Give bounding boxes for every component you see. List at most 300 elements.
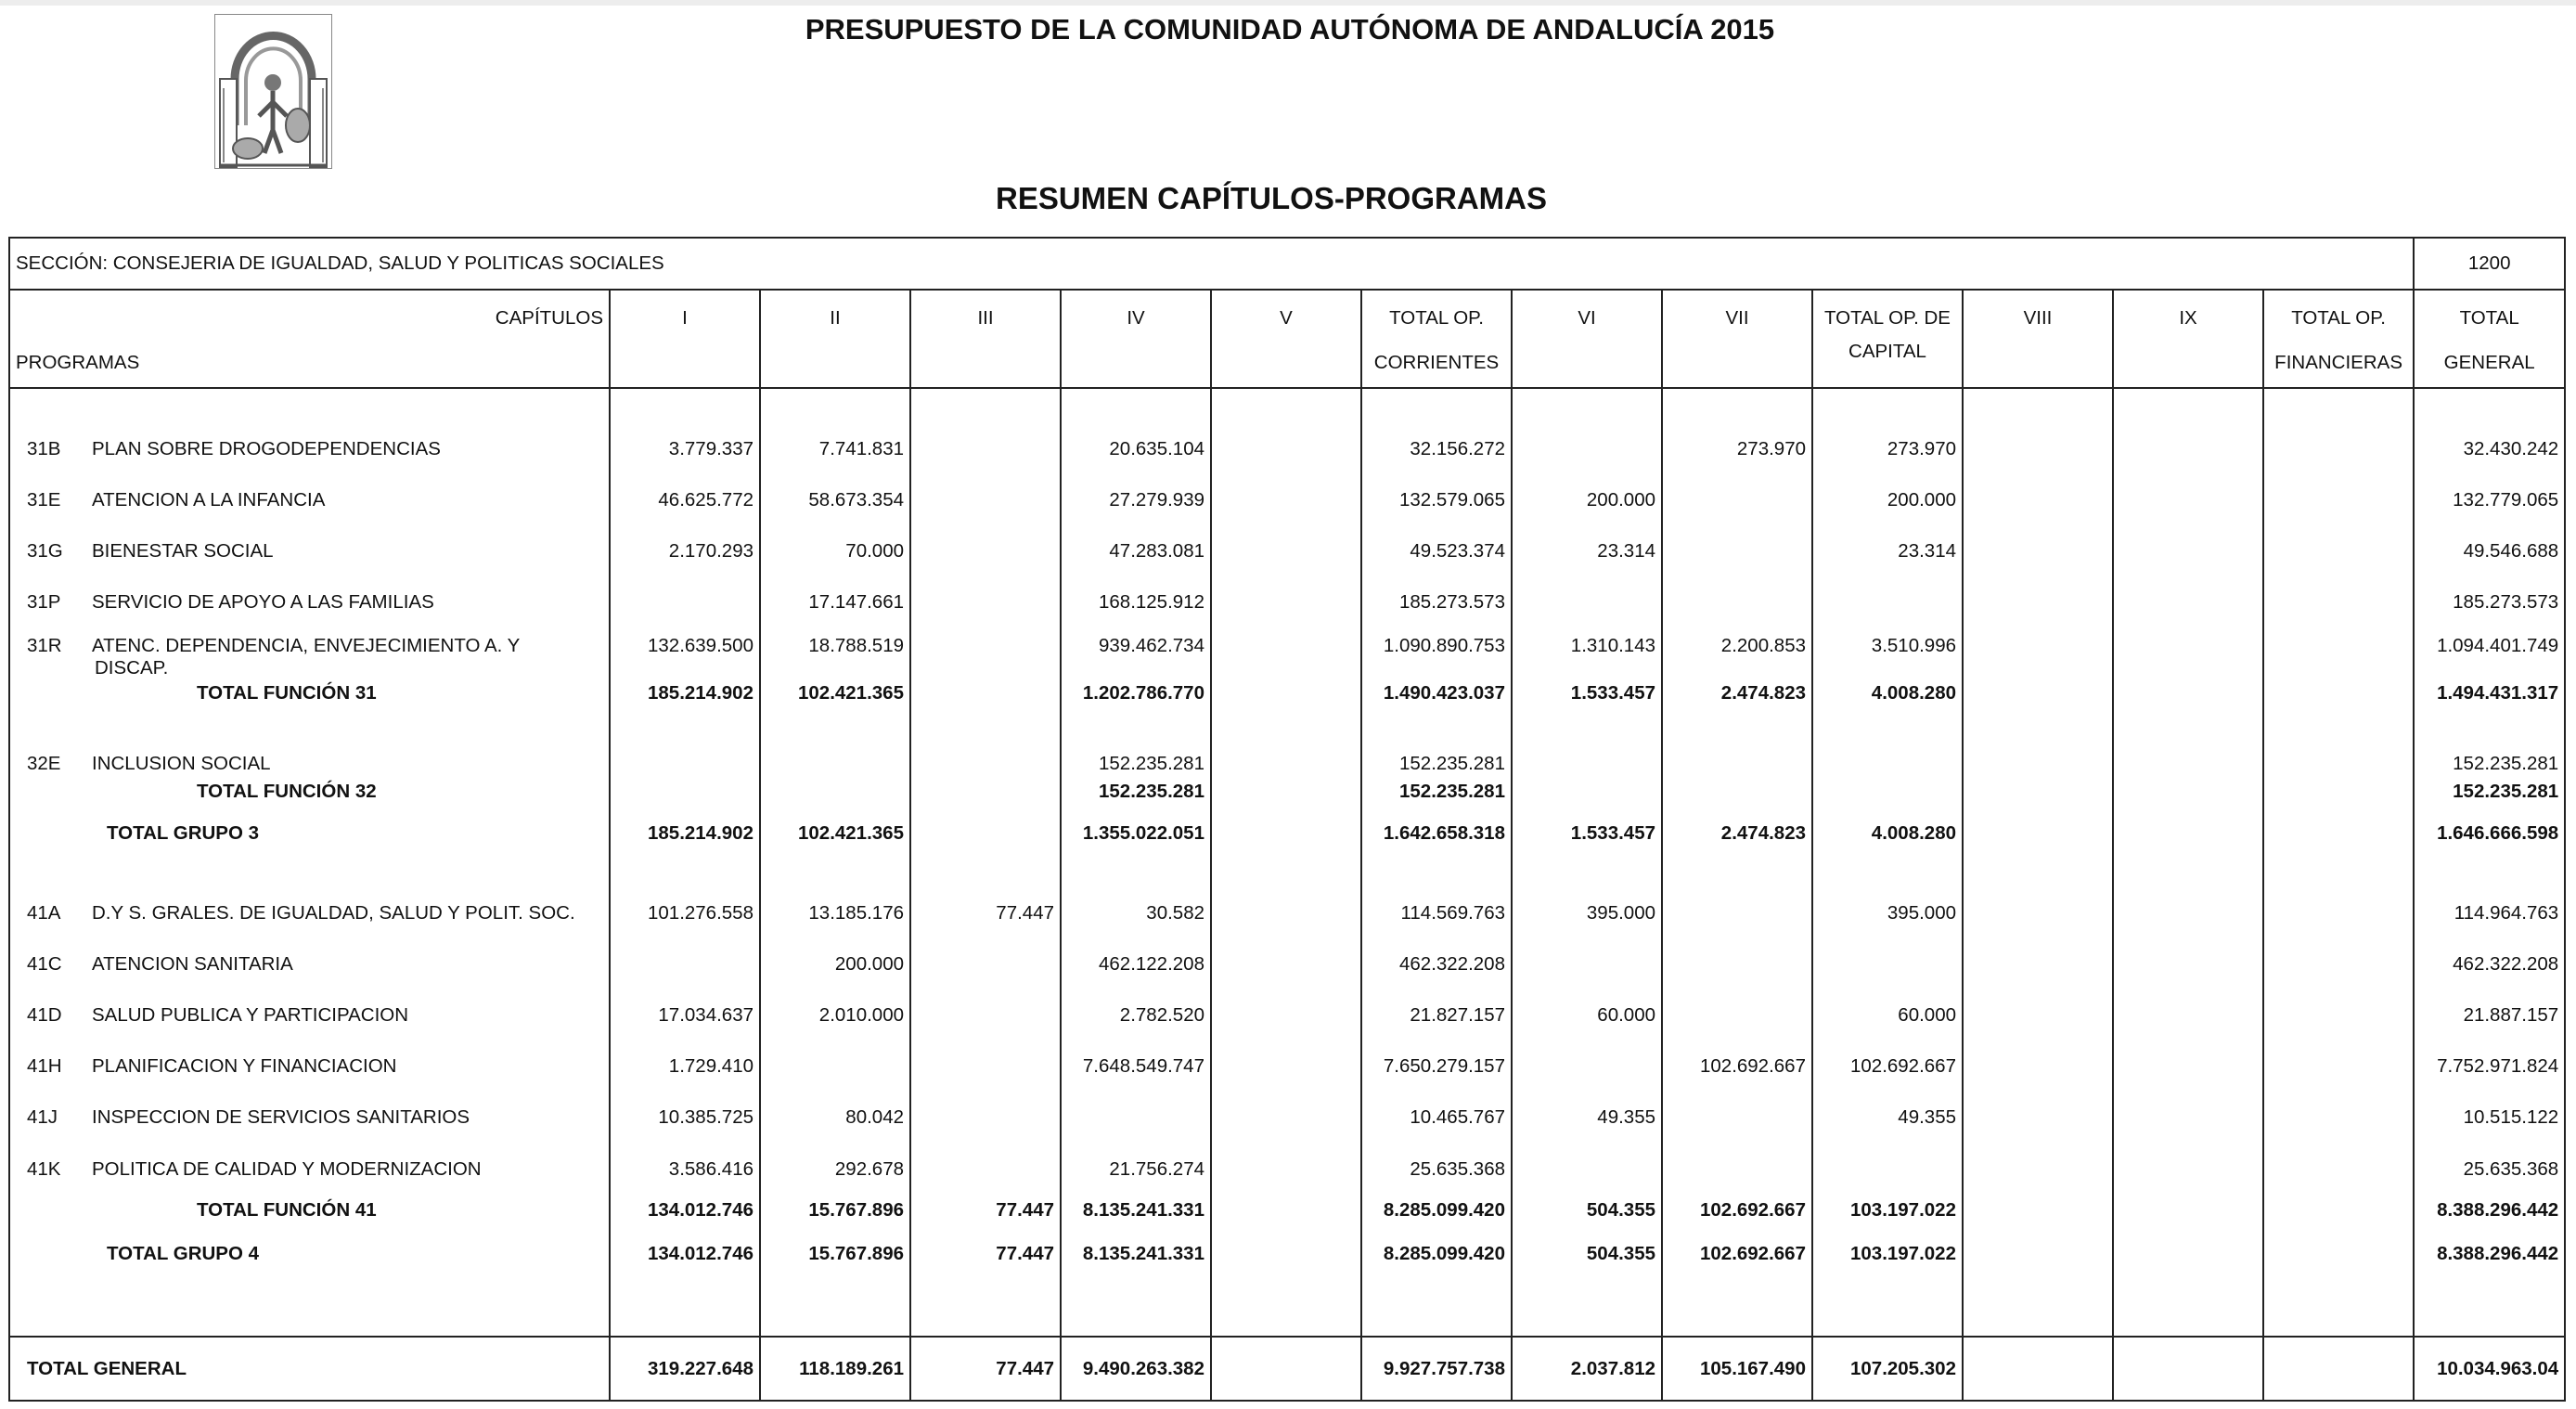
- program-description: BIENESTAR SOCIAL: [92, 539, 274, 562]
- amount-cell: [2263, 1041, 2414, 1092]
- total-grupo-row: [9, 806, 2565, 861]
- amount-cell: 200.000: [1512, 474, 1662, 525]
- amount-cell: [910, 1041, 1061, 1092]
- budget-summary-table: [8, 237, 2566, 1402]
- header-chapter-ii: II: [760, 290, 910, 388]
- amount-cell: 319.227.648: [610, 1337, 760, 1401]
- amount-cell: 49.355: [1812, 1092, 1963, 1143]
- amount-cell: [1211, 989, 1361, 1041]
- amount-cell: [1211, 1224, 1361, 1284]
- amount-cell: 9.927.757.738: [1361, 1337, 1512, 1401]
- program-label: [9, 627, 610, 679]
- section-label: SECCIÓN: CONSEJERIA DE IGUALDAD, SALUD Y POLITICAS SOCIALES: [9, 238, 2414, 290]
- document-title: PRESUPUESTO DE LA COMUNIDAD AUTÓNOMA DE ANDALUCÍA 2015: [805, 13, 1775, 45]
- amount-cell: 102.692.667: [1662, 1041, 1812, 1092]
- amount-cell: [2113, 1224, 2263, 1284]
- header-programas: PROGRAMAS: [16, 352, 140, 373]
- amount-cell: [2113, 989, 2263, 1041]
- program-label: [9, 474, 610, 525]
- amount-cell: [1211, 750, 1361, 778]
- amount-cell: [1061, 1092, 1211, 1143]
- amount-cell: [2263, 806, 2414, 861]
- amount-cell: [1963, 806, 2113, 861]
- amount-cell: 185.273.573: [1361, 576, 1512, 627]
- total-funcion-label: TOTAL FUNCIÓN 32: [9, 778, 610, 806]
- total-general-row: [9, 1337, 2565, 1401]
- program-code: 41H: [27, 1054, 62, 1077]
- amount-cell: 200.000: [1812, 474, 1963, 525]
- amount-cell: 185.214.902: [610, 679, 760, 707]
- amount-cell: 8.135.241.331: [1061, 1196, 1211, 1224]
- amount-cell: [2113, 887, 2263, 938]
- program-row: [9, 1092, 2565, 1143]
- program-description: ATENCION A LA INFANCIA: [92, 488, 326, 511]
- amount-cell: 49.546.688: [2414, 525, 2565, 576]
- amount-cell: [1812, 1143, 1963, 1196]
- total-grupo-label: TOTAL GRUPO 4: [9, 1224, 610, 1284]
- amount-cell: [910, 1092, 1061, 1143]
- program-label: [9, 576, 610, 627]
- program-code: 41A: [27, 901, 61, 924]
- total-grupo-row: [9, 1224, 2565, 1284]
- program-row: [9, 525, 2565, 576]
- amount-cell: [1963, 938, 2113, 989]
- program-description: SERVICIO DE APOYO A LAS FAMILIAS: [92, 590, 434, 613]
- program-code: 41J: [27, 1105, 58, 1128]
- program-row: [9, 750, 2565, 778]
- amount-cell: 1.646.666.598: [2414, 806, 2565, 861]
- amount-cell: 8.388.296.442: [2414, 1224, 2565, 1284]
- amount-cell: [1211, 525, 1361, 576]
- program-row: [9, 474, 2565, 525]
- amount-cell: 132.579.065: [1361, 474, 1512, 525]
- amount-cell: 32.430.242: [2414, 423, 2565, 474]
- amount-cell: [2113, 806, 2263, 861]
- amount-cell: [2263, 1143, 2414, 1196]
- amount-cell: [2113, 778, 2263, 806]
- amount-cell: [1211, 887, 1361, 938]
- amount-cell: [1963, 576, 2113, 627]
- header-chapter-ix: IX: [2113, 290, 2263, 388]
- amount-cell: 103.197.022: [1812, 1196, 1963, 1224]
- header-chapter-iii: III: [910, 290, 1061, 388]
- amount-cell: [1662, 474, 1812, 525]
- amount-cell: [1963, 423, 2113, 474]
- program-code: 32E: [27, 753, 61, 774]
- amount-cell: 4.008.280: [1812, 679, 1963, 707]
- amount-cell: 118.189.261: [760, 1337, 910, 1401]
- header-chapter-viii: VIII: [1963, 290, 2113, 388]
- amount-cell: 102.421.365: [760, 806, 910, 861]
- program-description-continued: DISCAP.: [95, 657, 169, 679]
- amount-cell: [910, 627, 1061, 679]
- amount-cell: 2.170.293: [610, 525, 760, 576]
- amount-cell: [2263, 938, 2414, 989]
- program-description: POLITICA DE CALIDAD Y MODERNIZACION: [92, 1158, 482, 1180]
- amount-cell: 185.273.573: [2414, 576, 2565, 627]
- amount-cell: [2113, 474, 2263, 525]
- amount-cell: [910, 1143, 1061, 1196]
- program-row: [9, 887, 2565, 938]
- amount-cell: 152.235.281: [1361, 750, 1512, 778]
- program-description: D.Y S. GRALES. DE IGUALDAD, SALUD Y POLIT. SOC.: [92, 901, 575, 924]
- amount-cell: 152.235.281: [1061, 778, 1211, 806]
- amount-cell: [910, 576, 1061, 627]
- amount-cell: [910, 750, 1061, 778]
- amount-cell: 77.447: [910, 1196, 1061, 1224]
- program-label: [9, 423, 610, 474]
- program-label: [9, 989, 610, 1041]
- amount-cell: 8.135.241.331: [1061, 1224, 1211, 1284]
- amount-cell: 1.533.457: [1512, 679, 1662, 707]
- amount-cell: [2263, 887, 2414, 938]
- amount-cell: 1.094.401.749: [2414, 627, 2565, 679]
- header-total-financieras: TOTAL OP. FINANCIERAS: [2263, 290, 2414, 388]
- amount-cell: [1963, 1041, 2113, 1092]
- amount-cell: 8.388.296.442: [2414, 1196, 2565, 1224]
- section-code: 1200: [2414, 238, 2565, 290]
- amount-cell: [2113, 576, 2263, 627]
- program-code: 41K: [27, 1158, 61, 1180]
- amount-cell: [1211, 1092, 1361, 1143]
- amount-cell: 17.147.661: [760, 576, 910, 627]
- program-label: [9, 1041, 610, 1092]
- amount-cell: [2113, 1337, 2263, 1401]
- header-chapter-iv: IV: [1061, 290, 1211, 388]
- amount-cell: 105.167.490: [1662, 1337, 1812, 1401]
- amount-cell: 27.279.939: [1061, 474, 1211, 525]
- amount-cell: 292.678: [760, 1143, 910, 1196]
- amount-cell: [2263, 423, 2414, 474]
- amount-cell: 200.000: [760, 938, 910, 989]
- amount-cell: 1.202.786.770: [1061, 679, 1211, 707]
- amount-cell: [1963, 750, 2113, 778]
- amount-cell: 1.494.431.317: [2414, 679, 2565, 707]
- program-code: 41D: [27, 1003, 62, 1026]
- amount-cell: [2113, 627, 2263, 679]
- amount-cell: 1.355.022.051: [1061, 806, 1211, 861]
- total-funcion-row: [9, 778, 2565, 806]
- amount-cell: 2.782.520: [1061, 989, 1211, 1041]
- amount-cell: 32.156.272: [1361, 423, 1512, 474]
- amount-cell: [1963, 1196, 2113, 1224]
- amount-cell: 25.635.368: [1361, 1143, 1512, 1196]
- program-row: [9, 576, 2565, 627]
- amount-cell: 2.474.823: [1662, 806, 1812, 861]
- amount-cell: [2263, 1337, 2414, 1401]
- amount-cell: [1812, 576, 1963, 627]
- amount-cell: 46.625.772: [610, 474, 760, 525]
- amount-cell: 13.185.176: [760, 887, 910, 938]
- amount-cell: 152.235.281: [2414, 778, 2565, 806]
- section-row: [9, 238, 2565, 290]
- amount-cell: [2263, 778, 2414, 806]
- amount-cell: 273.970: [1662, 423, 1812, 474]
- amount-cell: [1662, 989, 1812, 1041]
- program-code: 31P: [27, 590, 61, 613]
- amount-cell: [1963, 887, 2113, 938]
- amount-cell: [1512, 750, 1662, 778]
- amount-cell: [2113, 1196, 2263, 1224]
- amount-cell: 15.767.896: [760, 1224, 910, 1284]
- amount-cell: 2.037.812: [1512, 1337, 1662, 1401]
- program-label: [9, 750, 610, 778]
- amount-cell: 168.125.912: [1061, 576, 1211, 627]
- amount-cell: [2113, 750, 2263, 778]
- amount-cell: [610, 938, 760, 989]
- amount-cell: [1963, 679, 2113, 707]
- program-row: [9, 423, 2565, 474]
- amount-cell: 49.355: [1512, 1092, 1662, 1143]
- amount-cell: 77.447: [910, 1224, 1061, 1284]
- amount-cell: 1.533.457: [1512, 806, 1662, 861]
- amount-cell: [610, 778, 760, 806]
- amount-cell: [1963, 525, 2113, 576]
- amount-cell: 47.283.081: [1061, 525, 1211, 576]
- amount-cell: [1963, 1337, 2113, 1401]
- amount-cell: [1662, 525, 1812, 576]
- amount-cell: 10.385.725: [610, 1092, 760, 1143]
- amount-cell: [2113, 1143, 2263, 1196]
- amount-cell: 1.090.890.753: [1361, 627, 1512, 679]
- amount-cell: [1512, 1143, 1662, 1196]
- amount-cell: [2113, 1092, 2263, 1143]
- amount-cell: 2.474.823: [1662, 679, 1812, 707]
- program-description: INCLUSION SOCIAL: [92, 753, 271, 774]
- amount-cell: [1211, 1337, 1361, 1401]
- andalucia-coat-of-arms-logo: [214, 14, 332, 169]
- program-description: ATENC. DEPENDENCIA, ENVEJECIMIENTO A. Y: [92, 635, 521, 656]
- amount-cell: [1662, 576, 1812, 627]
- amount-cell: [1963, 778, 2113, 806]
- amount-cell: [1662, 778, 1812, 806]
- amount-cell: 10.034.963.04: [2414, 1337, 2565, 1401]
- amount-cell: [2263, 989, 2414, 1041]
- program-label: [9, 938, 610, 989]
- amount-cell: [1963, 1092, 2113, 1143]
- amount-cell: 132.779.065: [2414, 474, 2565, 525]
- amount-cell: [2263, 1196, 2414, 1224]
- program-code: 31G: [27, 539, 63, 562]
- amount-cell: [1963, 989, 2113, 1041]
- amount-cell: 17.034.637: [610, 989, 760, 1041]
- amount-cell: [1662, 750, 1812, 778]
- amount-cell: 8.285.099.420: [1361, 1224, 1512, 1284]
- amount-cell: 7.650.279.157: [1361, 1041, 1512, 1092]
- amount-cell: 1.310.143: [1512, 627, 1662, 679]
- total-funcion-label: TOTAL FUNCIÓN 31: [9, 679, 610, 707]
- amount-cell: [1211, 1196, 1361, 1224]
- amount-cell: 152.235.281: [1361, 778, 1512, 806]
- amount-cell: 30.582: [1061, 887, 1211, 938]
- amount-cell: [2113, 679, 2263, 707]
- amount-cell: [1963, 1143, 2113, 1196]
- amount-cell: 20.635.104: [1061, 423, 1211, 474]
- top-border-strip: [0, 0, 2576, 6]
- column-header-row: [9, 290, 2565, 388]
- amount-cell: 152.235.281: [2414, 750, 2565, 778]
- amount-cell: 60.000: [1812, 989, 1963, 1041]
- total-funcion-label: TOTAL FUNCIÓN 41: [9, 1196, 610, 1224]
- amount-cell: 107.205.302: [1812, 1337, 1963, 1401]
- amount-cell: 462.122.208: [1061, 938, 1211, 989]
- amount-cell: [1963, 1224, 2113, 1284]
- program-label: [9, 525, 610, 576]
- amount-cell: [910, 679, 1061, 707]
- program-description: INSPECCION DE SERVICIOS SANITARIOS: [92, 1105, 470, 1128]
- program-label: [9, 1092, 610, 1143]
- amount-cell: [1211, 1143, 1361, 1196]
- amount-cell: [1662, 887, 1812, 938]
- program-code: 31E: [27, 488, 61, 511]
- program-description: ATENCION SANITARIA: [92, 952, 293, 975]
- amount-cell: 103.197.022: [1812, 1224, 1963, 1284]
- amount-cell: [1211, 423, 1361, 474]
- amount-cell: [2263, 1224, 2414, 1284]
- amount-cell: [2113, 1041, 2263, 1092]
- amount-cell: [1963, 627, 2113, 679]
- amount-cell: 15.767.896: [760, 1196, 910, 1224]
- amount-cell: [1963, 474, 2113, 525]
- amount-cell: [1512, 576, 1662, 627]
- program-description: SALUD PUBLICA Y PARTICIPACION: [92, 1003, 409, 1026]
- total-grupo-label: TOTAL GRUPO 3: [9, 806, 610, 861]
- amount-cell: 1.729.410: [610, 1041, 760, 1092]
- amount-cell: [910, 778, 1061, 806]
- amount-cell: 152.235.281: [1061, 750, 1211, 778]
- amount-cell: [2263, 1092, 2414, 1143]
- program-row: [9, 938, 2565, 989]
- amount-cell: 23.314: [1812, 525, 1963, 576]
- amount-cell: [610, 576, 760, 627]
- amount-cell: 77.447: [910, 1337, 1061, 1401]
- amount-cell: [910, 423, 1061, 474]
- amount-cell: [2113, 525, 2263, 576]
- amount-cell: 21.887.157: [2414, 989, 2565, 1041]
- amount-cell: 60.000: [1512, 989, 1662, 1041]
- amount-cell: [2263, 576, 2414, 627]
- header-chapter-vii: VII: [1662, 290, 1812, 388]
- amount-cell: 134.012.746: [610, 1196, 760, 1224]
- program-label: [9, 887, 610, 938]
- amount-cell: 4.008.280: [1812, 806, 1963, 861]
- amount-cell: 102.421.365: [760, 679, 910, 707]
- amount-cell: [1211, 679, 1361, 707]
- amount-cell: 49.523.374: [1361, 525, 1512, 576]
- amount-cell: 21.827.157: [1361, 989, 1512, 1041]
- amount-cell: [610, 750, 760, 778]
- total-general-label: TOTAL GENERAL: [9, 1337, 610, 1401]
- program-code: 31B: [27, 437, 61, 459]
- amount-cell: [1662, 1143, 1812, 1196]
- amount-cell: [760, 750, 910, 778]
- program-code: 31R: [27, 635, 62, 656]
- amount-cell: [910, 938, 1061, 989]
- amount-cell: [1812, 938, 1963, 989]
- amount-cell: [1512, 938, 1662, 989]
- program-row: [9, 627, 2565, 679]
- amount-cell: [1211, 627, 1361, 679]
- amount-cell: [1211, 1041, 1361, 1092]
- amount-cell: 2.200.853: [1662, 627, 1812, 679]
- amount-cell: 101.276.558: [610, 887, 760, 938]
- amount-cell: [2263, 525, 2414, 576]
- amount-cell: [1211, 938, 1361, 989]
- amount-cell: 134.012.746: [610, 1224, 760, 1284]
- amount-cell: 102.692.667: [1812, 1041, 1963, 1092]
- amount-cell: 23.314: [1512, 525, 1662, 576]
- amount-cell: [2113, 938, 2263, 989]
- amount-cell: 18.788.519: [760, 627, 910, 679]
- amount-cell: [1662, 1092, 1812, 1143]
- amount-cell: [910, 806, 1061, 861]
- amount-cell: 10.515.122: [2414, 1092, 2565, 1143]
- header-chapter-v: V: [1211, 290, 1361, 388]
- amount-cell: 10.465.767: [1361, 1092, 1512, 1143]
- program-description: PLANIFICACION Y FINANCIACION: [92, 1054, 397, 1077]
- amount-cell: [910, 525, 1061, 576]
- amount-cell: [1662, 938, 1812, 989]
- header-total-capital: TOTAL OP. DE CAPITAL: [1812, 290, 1963, 388]
- amount-cell: [1812, 750, 1963, 778]
- amount-cell: 102.692.667: [1662, 1224, 1812, 1284]
- total-funcion-row: [9, 1196, 2565, 1224]
- amount-cell: [760, 1041, 910, 1092]
- program-label: [9, 1143, 610, 1196]
- amount-cell: [1211, 778, 1361, 806]
- header-capitulos: CAPÍTULOS: [495, 307, 603, 329]
- amount-cell: 114.569.763: [1361, 887, 1512, 938]
- amount-cell: 7.752.971.824: [2414, 1041, 2565, 1092]
- amount-cell: [1512, 423, 1662, 474]
- header-chapter-i: I: [610, 290, 760, 388]
- amount-cell: 395.000: [1512, 887, 1662, 938]
- amount-cell: 3.586.416: [610, 1143, 760, 1196]
- amount-cell: [2263, 627, 2414, 679]
- amount-cell: 3.510.996: [1812, 627, 1963, 679]
- spacer-row: [9, 1284, 2565, 1337]
- amount-cell: 7.741.831: [760, 423, 910, 474]
- amount-cell: 2.010.000: [760, 989, 910, 1041]
- amount-cell: 7.648.549.747: [1061, 1041, 1211, 1092]
- spacer-row: [9, 707, 2565, 750]
- amount-cell: [2263, 750, 2414, 778]
- amount-cell: 1.490.423.037: [1361, 679, 1512, 707]
- header-label-cell: [9, 290, 610, 388]
- amount-cell: [1512, 1041, 1662, 1092]
- amount-cell: 102.692.667: [1662, 1196, 1812, 1224]
- program-row: [9, 989, 2565, 1041]
- header-total-corrientes: TOTAL OP. CORRIENTES: [1361, 290, 1512, 388]
- amount-cell: 9.490.263.382: [1061, 1337, 1211, 1401]
- amount-cell: [1211, 474, 1361, 525]
- amount-cell: 70.000: [760, 525, 910, 576]
- amount-cell: 58.673.354: [760, 474, 910, 525]
- amount-cell: 21.756.274: [1061, 1143, 1211, 1196]
- spacer-row: [9, 861, 2565, 887]
- header-total-general: TOTAL GENERAL: [2414, 290, 2565, 388]
- amount-cell: 185.214.902: [610, 806, 760, 861]
- amount-cell: 273.970: [1812, 423, 1963, 474]
- amount-cell: [2113, 423, 2263, 474]
- amount-cell: 80.042: [760, 1092, 910, 1143]
- amount-cell: [910, 989, 1061, 1041]
- amount-cell: 462.322.208: [2414, 938, 2565, 989]
- spacer-row: [9, 388, 2565, 423]
- amount-cell: 8.285.099.420: [1361, 1196, 1512, 1224]
- amount-cell: 1.642.658.318: [1361, 806, 1512, 861]
- amount-cell: [1211, 576, 1361, 627]
